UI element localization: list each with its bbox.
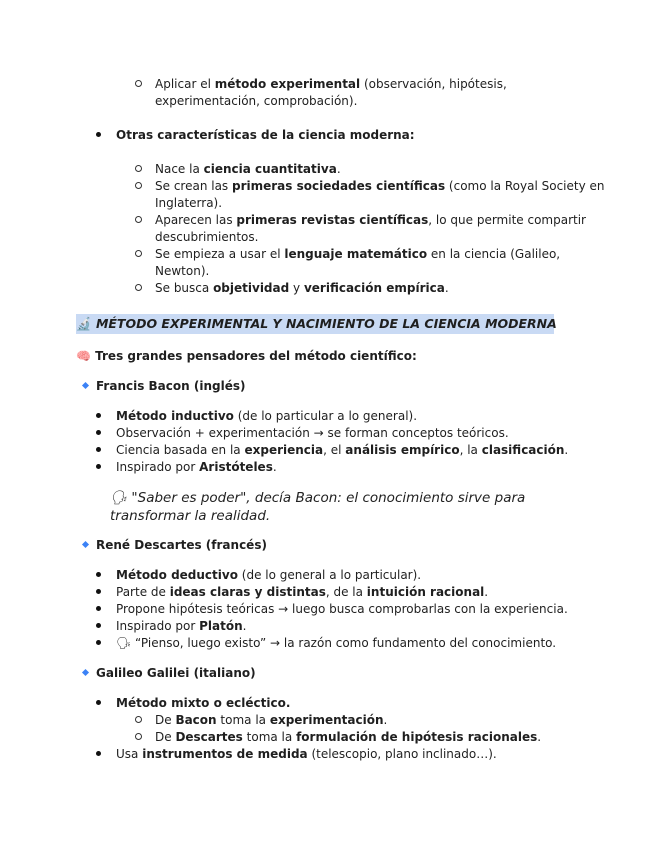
bullet [96,606,101,611]
list-item: Nace la ciencia cuantitativa. [155,162,341,176]
speaking-head-icon: 🗣 [116,636,132,650]
list-item: Se crean las primeras sociedades científicas (como la Royal Society en [155,179,605,193]
bullet [96,572,101,577]
list-item: Método mixto o ecléctico. [116,696,291,710]
thinker-title: René Descartes (francés) [96,538,267,552]
bullet [96,430,101,435]
list-item: De Descartes toma la formulación de hipótesis racionales. [155,730,542,744]
list-item: De Bacon toma la experimentación. [155,713,388,727]
list-item: Método inductivo (de lo particular a lo general). [116,409,418,423]
bullet [96,413,101,418]
list-item-continuation: Inglaterra). [155,196,223,210]
bullet [96,623,101,628]
list-item: 🗣 “Pienso, luego existo” → la razón como fundamento del conocimiento. [116,636,557,650]
sub-bullet [135,284,142,291]
sub-bullet [135,80,142,87]
list-item-continuation: Newton). [155,264,210,278]
list-item: Parte de ideas claras y distintas, de la intuición racional. [116,585,489,599]
sub-bullet [135,216,142,223]
list-item: Aparecen las primeras revistas científicas, lo que permite compartir [155,213,586,227]
list-item-continuation: descubrimientos. [155,230,259,244]
list-item: Aplicar el método experimental (observación, hipótesis, [155,77,507,91]
heading-text: MÉTODO EXPERIMENTAL Y NACIMIENTO DE LA CIENCIA MODERNA [95,316,557,331]
thinker-title: Francis Bacon (inglés) [96,379,246,393]
bullet [96,132,101,137]
bullet [96,640,101,645]
sub-bullet [135,250,142,257]
section-heading [76,314,557,334]
list-item: Inspirado por Platón. [116,619,247,633]
subheading: 🧠 Tres grandes pensadores del método científico: [76,349,417,363]
speaking-head-icon: 🗣 [110,490,128,506]
diamond-icon [82,669,89,676]
sub-bullet [135,182,142,189]
bullet [96,464,101,469]
list-item: Observación + experimentación → se forman conceptos teóricos. [116,426,509,440]
bullet [96,700,101,705]
thinker-title: Galileo Galilei (italiano) [96,666,256,680]
sub-bullet [135,733,142,740]
sub-bullet [135,165,142,172]
quote-continuation: transformar la realidad. [110,508,271,524]
microscope-icon: 🔬 [76,316,92,331]
list-item: Se empieza a usar el lenguaje matemático en la ciencia (Galileo, [155,247,561,261]
section-title: Otras características de la ciencia moderna: [116,128,415,142]
list-item: Inspirado por Aristóteles. [116,460,277,474]
brain-icon: 🧠 [76,349,91,363]
quote: 🗣 "Saber es poder", decía Bacon: el conocimiento sirve para [110,490,526,506]
list-item: Propone hipótesis teóricas → luego busca comprobarlas con la experiencia. [116,602,568,616]
bullet [96,589,101,594]
bullet [96,447,101,452]
diamond-icon [82,382,89,389]
list-item: Ciencia basada en la experiencia, el análisis empírico, la clasificación. [116,443,569,457]
diamond-icon [82,541,89,548]
sub-bullet [135,716,142,723]
bullet [96,751,101,756]
list-item: Método deductivo (de lo general a lo particular). [116,568,422,582]
list-item: Se busca objetividad y verificación empírica. [155,281,449,295]
list-item-continuation: experimentación, comprobación). [155,94,358,108]
list-item: Usa instrumentos de medida (telescopio, plano inclinado…). [116,747,497,761]
